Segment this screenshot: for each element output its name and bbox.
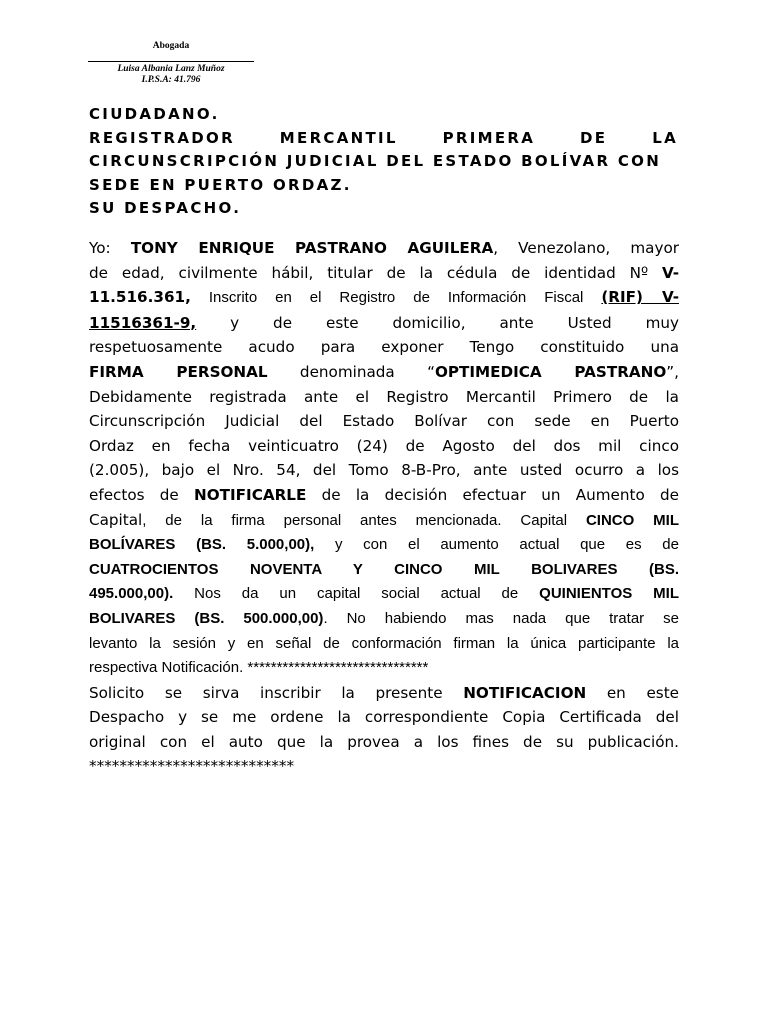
body-line: Circunscripción Judicial del Estado Bolívar con sede en Puerto [89,412,679,431]
body-line: 495.000,00). Nos da un capital social actual de QUINIENTOS MIL [89,585,679,603]
body-line: (2.005), bajo el Nro. 54, del Tomo 8-B-Pro, ante usted ocurro a los [89,461,679,480]
letterhead-name: Luisa Albania Lanz Muñoz [117,64,225,74]
recipient-line-1: CIUDADANO. [89,105,220,123]
body-line: de edad, civilmente hábil, titular de la cédula de identidad Nº V- [89,263,679,282]
recipient-word: LA [652,128,678,147]
body-line: Ordaz en fecha veinticuatro (24) de Agosto del dos mil cinco [89,436,679,455]
body-line: Despacho y se me ordene la correspondiente Copia Certificada del [89,708,679,727]
recipient-word: REGISTRADOR [89,128,235,147]
body-line: Debidamente registrada ante el Registro Mercantil Primero de la [89,387,679,406]
total-amount: QUINIENTOS MIL [539,585,679,603]
id-number: V- [662,263,679,282]
body-line: CUATROCIENTOS NOVENTA Y CINCO MIL BOLIVARES (BS. [89,560,679,578]
recipient-line-4: SEDE EN PUERTO ORDAZ. [89,175,352,194]
recipient-block [89,103,678,221]
petitioner-name: TONY ENRIQUE PASTRANO AGUILERA [130,239,494,257]
body-line: Capital, de la firma personal antes mencionada. Capital CINCO MIL [89,510,680,529]
paragraph-2 [89,681,679,779]
rif-number-cont: 11516361-9, [89,313,197,332]
body-line: BOLIVARES (BS. 500.000,00). No habiendo mas nada que tratar se [89,609,679,627]
body-line: Solicito se sirva inscribir la presente NOTIFICACION en este [89,683,680,702]
body-line: Yo: TONY ENRIQUE PASTRANO AGUILERA, Venezolano, mayor [89,239,679,257]
recipient-line-3: CIRCUNSCRIPCIÓN JUDICIAL DEL ESTADO BOLÍVAR CON [89,152,662,170]
signature-rule [88,61,254,62]
paragraph-1 [89,236,679,681]
body-line: original con el auto que la provea a los fines de su publicación. [89,732,679,751]
letter-body [89,236,679,779]
letterhead [88,41,254,86]
recipient-word: DE [580,128,608,147]
recipient-line-2 [89,127,678,151]
company-name: OPTIMEDICA PASTRANO [434,362,667,381]
body-line: 11.516.361, Inscrito en el Registro de Información Fiscal (RIF) V- [89,288,679,307]
body-line: respectiva Notificación. ******************************* [89,659,429,677]
body-line: levanto la sesión y en señal de conformación firman la única participante la [89,634,679,652]
increase-amount: 495.000,00). [89,585,174,603]
body-line: efectos de NOTIFICARLE de la decisión efectuar un Aumento de [89,485,679,504]
notificacion: NOTIFICACION [463,683,587,702]
letterhead-ipsa: I.P.S.A: 41.796 [141,75,201,85]
total-amount-cont: BOLIVARES (BS. 500.000,00) [89,609,324,627]
notificarle: NOTIFICARLE [194,485,307,504]
letterhead-role: Abogada [152,41,190,51]
body-line: 11516361-9, y de este domicilio, ante Usted muy [89,313,679,332]
capital-amount: CINCO MIL [585,511,680,529]
body-line: respetuosamente acudo para exponer Tengo constituido una [89,338,679,357]
recipient-line-5: SU DESPACHO. [89,199,242,217]
firma-personal: FIRMA PERSONAL [89,362,268,381]
recipient-word: PRIMERA [442,128,536,147]
capital-amount-cont: BOLÍVARES (BS. 5.000,00), [89,536,315,554]
rif-number: (RIF) V- [601,288,679,307]
recipient-word: MERCANTIL [279,128,398,147]
body-line: FIRMA PERSONAL denominada “OPTIMEDICA PASTRANO”, [89,362,679,381]
body-line: *************************** [89,757,295,776]
body-line: BOLÍVARES (BS. 5.000,00), y con el aumento actual que es de [89,536,679,554]
id-number-cont: 11.516.361, [89,288,191,307]
